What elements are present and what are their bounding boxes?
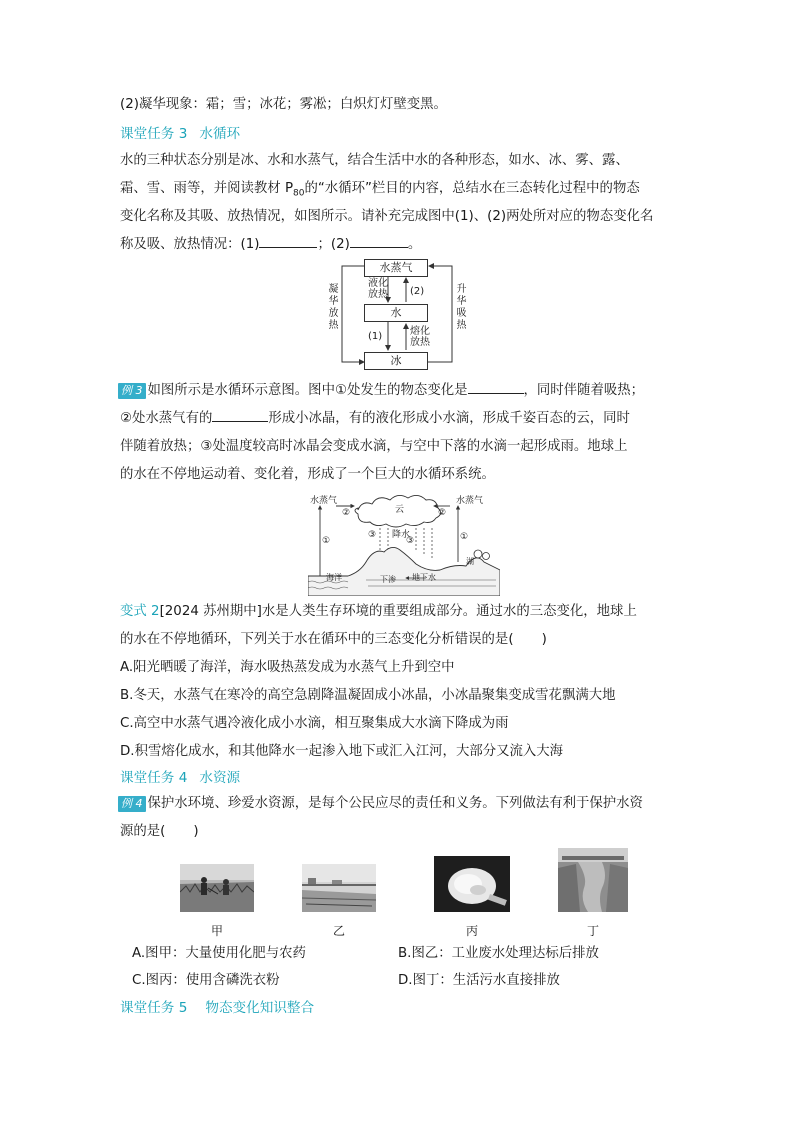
variant2-line1-text: [2024 苏州期中]水是人类生存环境的重要组成部分。通过水的三态变化，地球上 <box>159 604 637 619</box>
example4-line2 <box>120 818 680 847</box>
para1-line3: 变化名称及其吸、放热情况，如图所示。请补充完成图中(1)、(2)两处所对应的物态变化名 <box>120 209 654 224</box>
circle-3-left: ③ <box>368 530 377 540</box>
blank-4[interactable] <box>212 407 268 422</box>
example4-line2-text: 源的是( <box>120 824 166 839</box>
mark-2: (2) <box>410 286 425 297</box>
circle-2-left: ② <box>342 508 351 518</box>
vapor-box: 水蒸气 <box>364 259 428 277</box>
liquefaction-label: 液化放热 <box>368 278 388 300</box>
caption-yi: 乙 <box>332 924 345 938</box>
vapor-right-label: 水蒸气 <box>456 496 484 506</box>
para1-line4-b: ；(2) <box>317 237 350 252</box>
para1-line2-b: 的“水循环”栏目的内容，总结水在三态转化过程中的物态 <box>304 181 640 196</box>
variant2-option-b[interactable]: B.冬天，水蒸气在寒冷的高空急剧降温凝固成小冰晶，小冰晶聚集变成雪花飘满大地 <box>120 688 616 703</box>
photo-yi-treatment-plant <box>302 864 376 912</box>
example4-badge: 例 4 <box>118 796 146 812</box>
water-box: 水 <box>364 304 428 322</box>
variant2-option-a[interactable]: A.阳光晒暖了海洋，海水吸热蒸发成为水蒸气上升到空中 <box>120 660 455 675</box>
example3-badge: 例 3 <box>118 383 146 399</box>
para1-line4-c: 。 <box>407 237 422 252</box>
example4-line1 <box>120 790 680 819</box>
caption-bing: 丙 <box>465 924 478 938</box>
infiltration-label: 下渗 <box>380 575 396 584</box>
example4-option-b[interactable]: B.图乙：工业废水处理达标后排放 <box>398 946 599 961</box>
task3-label: 课堂任务 3 <box>120 126 188 142</box>
example4-line1-text: 保护水环境、珍爱水资源，是每个公民应尽的责任和义务。下列做法有利于保护水资 <box>147 796 643 811</box>
caption-ding: 丁 <box>586 924 599 938</box>
variant2-line2-text: 的水在不停地循环，下列关于水在循环中的三态变化分析错误的是( <box>120 632 514 647</box>
photo-bing-detergent <box>434 856 510 912</box>
task5-title: 物态变化知识整合 <box>205 1000 315 1016</box>
photo-ding-sewage <box>558 848 628 912</box>
page-ref-sub: 80 <box>293 188 305 199</box>
task5-heading <box>120 994 680 1023</box>
circle-1-left: ① <box>322 536 331 546</box>
para1-line2-a: 霜、雪、雨等，并阅读教材 P <box>120 181 294 196</box>
task5-label: 课堂任务 5 <box>120 1000 188 1016</box>
blank-3[interactable] <box>468 379 524 394</box>
variant2-line2 <box>120 626 680 655</box>
groundwater-label: 地下水 <box>412 573 436 582</box>
example3-line4: 的水在不停地运动着、变化着，形成了一个巨大的水循环系统。 <box>120 467 495 482</box>
sublimation-line: (2)凝华现象：霜；雪；冰花；雾凇；白炽灯灯壁变黑。 <box>120 97 447 112</box>
deposition-label: 凝华放热 <box>328 284 339 331</box>
example3-line2 <box>120 405 680 434</box>
rain-label: 降水 <box>392 530 411 540</box>
vapor-left-label: 水蒸气 <box>310 496 338 506</box>
state-change-diagram <box>326 258 470 373</box>
mark-1: (1) <box>368 331 383 342</box>
example3-line2-a: ②处水蒸气有的 <box>120 411 213 426</box>
variant2-option-d[interactable]: D.积雪熔化成水，和其他降水一起渗入地下或汇入江河，大部分又流入大海 <box>120 744 564 759</box>
ocean-label: 海洋 <box>326 573 342 582</box>
water-cycle-diagram <box>308 492 500 596</box>
variant2-line1 <box>120 598 680 627</box>
ice-box: 冰 <box>364 352 428 370</box>
caption-jia: 甲 <box>210 924 223 938</box>
para1-line1: 水的三种状态分别是冰、水和水蒸气，结合生活中水的各种形态，如水、冰、雾、露、 <box>120 153 629 168</box>
example3-line1 <box>120 377 680 406</box>
task3-heading <box>120 120 680 149</box>
example4-option-c[interactable]: C.图丙：使用含磷洗衣粉 <box>132 973 280 988</box>
example3-line2-b: 形成小冰晶，有的液化形成小水滴，形成千姿百态的云，同时 <box>268 411 630 426</box>
example4-paren-close: ) <box>193 824 199 839</box>
variant2-paren-close: ) <box>541 632 547 647</box>
example3-line1-a: 如图所示是水循环示意图。图中①处发生的物态变化是 <box>147 383 468 398</box>
task4-heading <box>120 764 680 793</box>
example4-option-d[interactable]: D.图丁：生活污水直接排放 <box>398 973 560 988</box>
example3-line3: 伴随着放热；③处温度较高时冰晶会变成水滴，与空中下落的水滴一起形成雨。地球上 <box>120 439 628 454</box>
para1-line4 <box>120 231 680 260</box>
para1-line4-a: 称及吸、放热情况：(1) <box>120 237 260 252</box>
blank-2[interactable] <box>350 233 408 248</box>
task4-label: 课堂任务 4 <box>120 770 188 786</box>
lake-label: 湖 <box>466 557 474 566</box>
variant2-label: 变式 2 <box>120 604 160 619</box>
circle-3-right: ③ <box>406 536 415 546</box>
circle-1-right: ① <box>460 532 469 542</box>
example3-line1-b: ，同时伴随着吸热； <box>523 383 645 398</box>
blank-1[interactable] <box>259 233 317 248</box>
example4-option-a[interactable]: A.图甲：大量使用化肥与农药 <box>132 946 306 961</box>
circle-2-right: ② <box>438 508 447 518</box>
task3-title: 水循环 <box>199 126 241 142</box>
cloud-label: 云 <box>395 505 405 515</box>
melting-label: 熔化放热 <box>410 326 430 348</box>
photo-jia-farm-spraying <box>180 864 254 912</box>
sublimation-label: 升华吸热 <box>456 284 467 331</box>
task4-title: 水资源 <box>199 770 241 786</box>
variant2-option-c[interactable]: C.高空中水蒸气遇冷液化成小水滴，相互聚集成大水滴下降成为雨 <box>120 716 509 731</box>
